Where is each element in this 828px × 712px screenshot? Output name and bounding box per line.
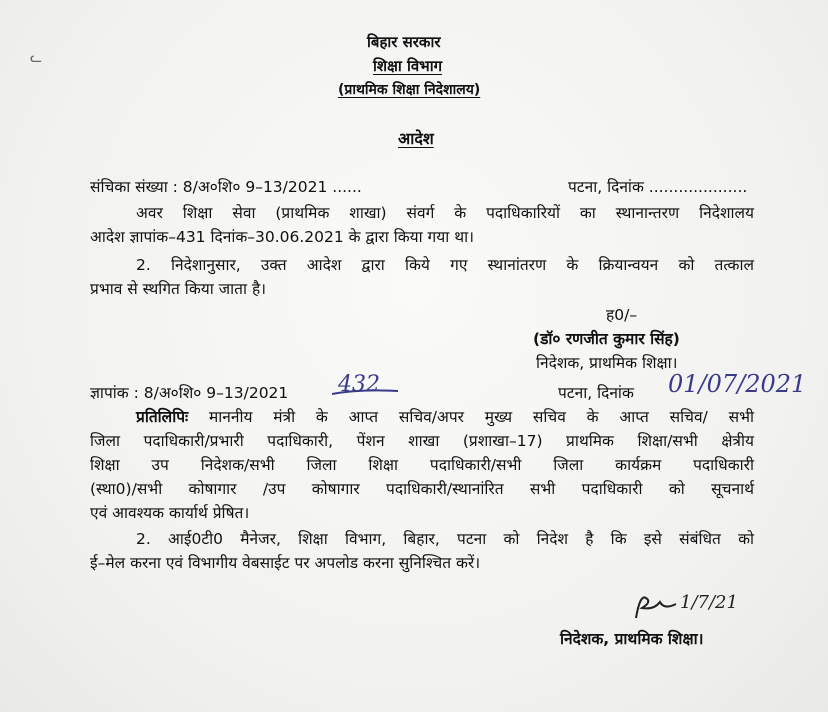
copy-line3: शिक्षा उप निदेशक/सभी जिला शिक्षा पदाधिकारी/सभी जिला कार्यक्रम पदाधिकारी bbox=[90, 456, 754, 474]
copy-line1-text: माननीय मंत्री के आप्त सचिव/अपर मुख्य सचिव के आप्त सचिव/ सभी bbox=[208, 408, 754, 426]
memo-place-date: पटना, दिनांक bbox=[558, 384, 634, 402]
copy-line5: एवं आवश्यक कार्यार्थ प्रेषित। bbox=[90, 504, 250, 522]
order-para2-line1: 2. निदेशानुसार, उक्त आदेश द्वारा किये गए स्थानांतरण के क्रियान्वयन को तत्काल bbox=[136, 256, 754, 274]
directorate-heading: (प्राथमिक शिक्षा निदेशालय) bbox=[338, 82, 481, 98]
scan-mark: ᓚ bbox=[30, 50, 42, 66]
memo-number-handwritten: 432 bbox=[338, 372, 380, 397]
order-para1-line2: आदेश ज्ञापांक–431 दिनांक–30.06.2021 के द्वारा किया गया था। bbox=[90, 228, 475, 246]
signed-mark: ह0/– bbox=[606, 306, 638, 324]
department-heading: शिक्षा विभाग bbox=[373, 57, 443, 75]
signatory-name: (डॉ० रणजीत कुमार सिंह) bbox=[533, 330, 680, 348]
copy-line4: (स्था0)/सभी कोषागार /उप कोषागार पदाधिकारी/स्थानांरित सभी पदाधिकारी को सूचनार्थ bbox=[90, 480, 754, 498]
memo-number: ज्ञापांक : 8/अ०शि० 9–13/2021 bbox=[90, 384, 289, 402]
file-number: संचिका संख्या : 8/अ०शि० 9–13/2021 ...... bbox=[90, 178, 362, 196]
handwritten-dash bbox=[330, 385, 400, 399]
order-para1-line1: अवर शिक्षा सेवा (प्राथमिक शाखा) संवर्ग के पदाधिकारियों का स्थानान्तरण निदेशालय bbox=[136, 204, 754, 222]
order-para2-line2: प्रभाव से स्थगित किया जाता है। bbox=[90, 280, 267, 298]
it-manager-line2: ई–मेल करना एवं विभागीय वेबसाईट पर अपलोड करना सुनिश्चित करें। bbox=[90, 554, 481, 572]
copy-line2: जिला पदाधिकारी/प्रभारी पदाधिकारी, पेंशन शाखा (प्रशाखा–17) प्राथमिक शिक्षा/सभी क्षेत्रीय bbox=[90, 432, 754, 450]
memo-date-handwritten: 01/07/2021 bbox=[668, 370, 807, 398]
government-heading: बिहार सरकार bbox=[367, 33, 441, 51]
footer-designation: निदेशक, प्राथमिक शिक्षा। bbox=[560, 630, 704, 648]
it-manager-line1: 2. आई0टी0 मैनेजर, शिक्षा विभाग, बिहार, पटना को निदेश है कि इसे संबंधित को bbox=[136, 530, 754, 548]
order-title: आदेश bbox=[398, 129, 434, 148]
copy-line1 bbox=[136, 406, 754, 428]
order-place-date: पटना, दिनांक .................... bbox=[568, 178, 748, 196]
handwritten-signature bbox=[630, 588, 680, 628]
copy-label: प्रतिलिपिः bbox=[136, 408, 189, 426]
signature-date: 1/7/21 bbox=[680, 592, 738, 613]
signatory-designation: निदेशक, प्राथमिक शिक्षा। bbox=[536, 354, 678, 372]
